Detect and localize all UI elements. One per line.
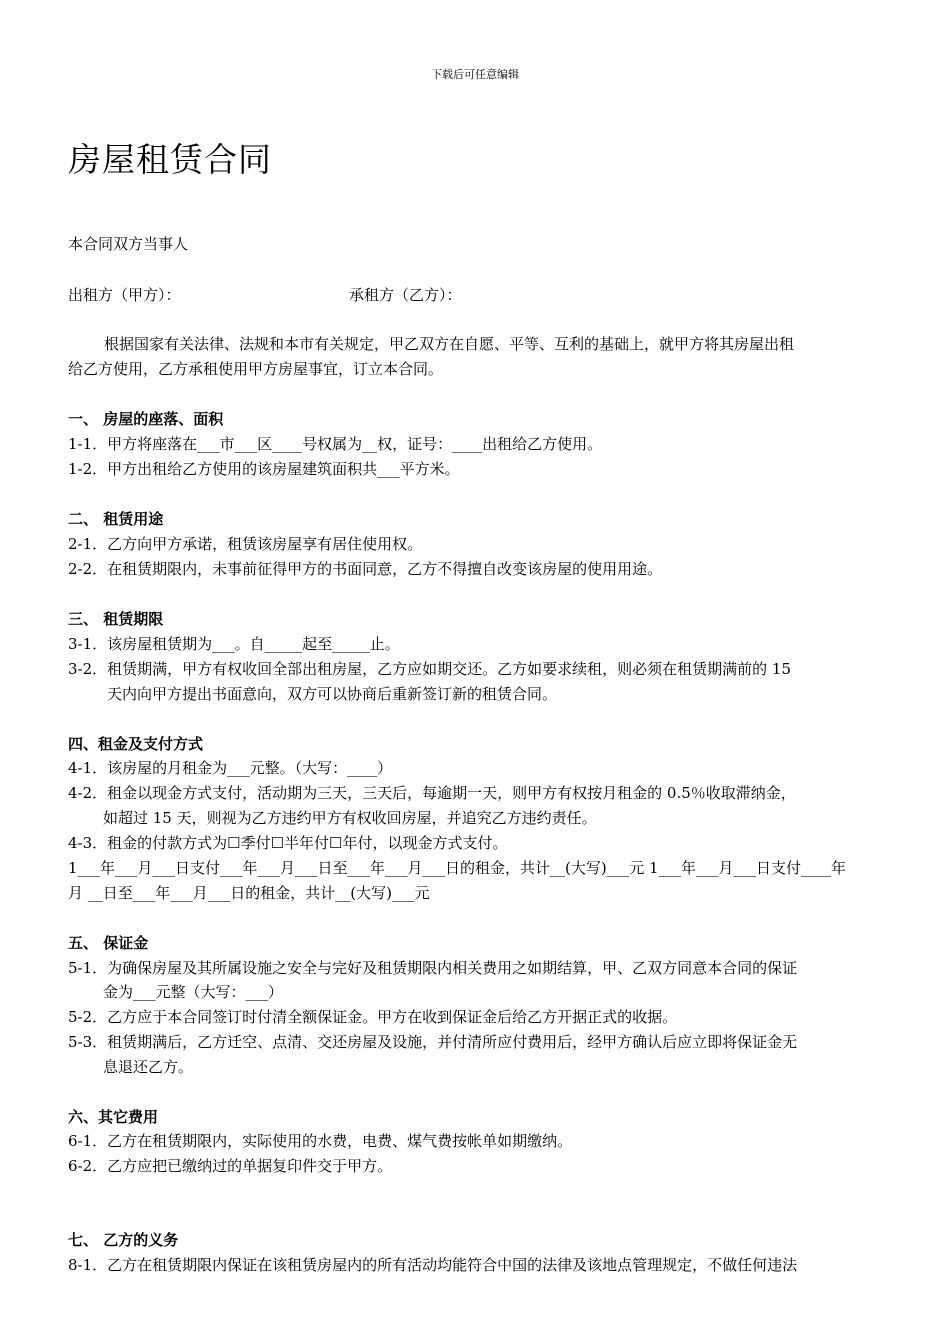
clause-2-1: 2-1．乙方向甲方承诺，租赁该房屋享有居住使用权。 xyxy=(68,535,423,553)
section-6-heading: 六、其它费用 xyxy=(68,1108,159,1126)
clause-5-3-line-1: 5-3．租赁期满后，乙方迁空、点清、交还房屋及设施，并付清所应付费用后，经甲方确认后应立即将保证金无 xyxy=(68,1033,798,1051)
section-5-heading: 五、 保证金 xyxy=(68,934,149,952)
section-1-heading: 一、 房屋的座落、面积 xyxy=(68,410,224,428)
clause-4-2-line-2: 如超过 15 天，则视为乙方违约甲方有权收回房屋，并追究乙方违约责任。 xyxy=(103,809,597,827)
clause-1-2: 1-2．甲方出租给乙方使用的该房屋建筑面积共___平方米。 xyxy=(68,460,460,478)
section-7-heading: 七、 乙方的义务 xyxy=(68,1231,179,1249)
clause-3-1: 3-1．该房屋租赁期为___。自_____起至_____止。 xyxy=(68,635,400,653)
clause-5-2: 5-2．乙方应于本合同签订时付清全额保证金。甲方在收到保证金后给乙方开据正式的收据。 xyxy=(68,1008,678,1026)
clause-4-2-line-1: 4-2．租金以现金方式支付，活动期为三天，三天后，每逾期一天，则甲方有权按月租金的 0.5％收取滞纳金， xyxy=(68,784,796,802)
preamble-line-1: 根据国家有关法律、法规和本市有关规定，甲乙双方在自愿、平等、互利的基础上，就甲方将其房屋出租 xyxy=(104,335,795,353)
clause-3-2-line-1: 3-2．租赁期满，甲方有权收回全部出租房屋，乙方应如期交还。乙方如要求续租，则必须在租赁期满前的 15 xyxy=(68,660,792,678)
clause-1-1: 1-1．甲方将座落在___市___区____号权属为__权，证号：____出租给乙方使用。 xyxy=(68,435,603,453)
section-2-heading: 二、 租赁用途 xyxy=(68,510,164,528)
clause-6-2: 6-2．乙方应把已缴纳过的单据复印件交于甲方。 xyxy=(68,1157,393,1175)
page-header: 下载后可任意编辑 xyxy=(431,68,519,81)
clause-5-1-line-1: 5-1．为确保房屋及其所属设施之安全与完好及租赁期限内相关费用之如期结算，甲、乙双方同意本合同的保证 xyxy=(68,959,798,977)
clause-3-2-line-2: 天内向甲方提出书面意向，双方可以协商后重新签订新的租赁合同。 xyxy=(107,685,558,703)
clause-8-1: 8-1．乙方在租赁期限内保证在该租赁房屋内的所有活动均能符合中国的法律及该地点管理规定，不做任何违法 xyxy=(68,1256,798,1274)
section-4-heading: 四、租金及支付方式 xyxy=(68,735,204,753)
document-title: 房屋租赁合同 xyxy=(68,140,272,179)
payment-schedule-line-1: 1___年___月___日支付___年___月___日至___年___月___日的租金，共计__(大写)___元 1___年___月___日支付____年 xyxy=(68,859,847,877)
party-a-label: 出租方（甲方）： xyxy=(68,286,181,304)
parties-intro: 本合同双方当事人 xyxy=(68,235,189,253)
section-3-heading: 三、 租赁期限 xyxy=(68,610,164,628)
party-b-label: 承租方（乙方）： xyxy=(349,286,462,304)
clause-5-3-line-2: 息退还乙方。 xyxy=(103,1058,194,1076)
clause-4-1: 4-1．该房屋的月租金为___元整。（大写：____） xyxy=(68,759,393,777)
clause-6-1: 6-1．乙方在租赁期限内，实际使用的水费，电费、煤气费按帐单如期缴纳。 xyxy=(68,1132,573,1150)
clause-2-2: 2-2．在租赁期限内，未事前征得甲方的书面同意，乙方不得擅自改变该房屋的使用用途。 xyxy=(68,560,663,578)
clause-4-3: 4-3．租金的付款方式为☐季付☐半年付☐年付，以现金方式支付。 xyxy=(68,834,508,852)
payment-schedule-line-2: 月 __日至___年___月___日的租金，共计__(大写)___元 xyxy=(68,884,430,902)
preamble-line-2: 给乙方使用，乙方承租使用甲方房屋事宜，订立本合同。 xyxy=(68,360,444,378)
clause-5-1-line-2: 金为___元整（大写：___） xyxy=(103,983,284,1001)
